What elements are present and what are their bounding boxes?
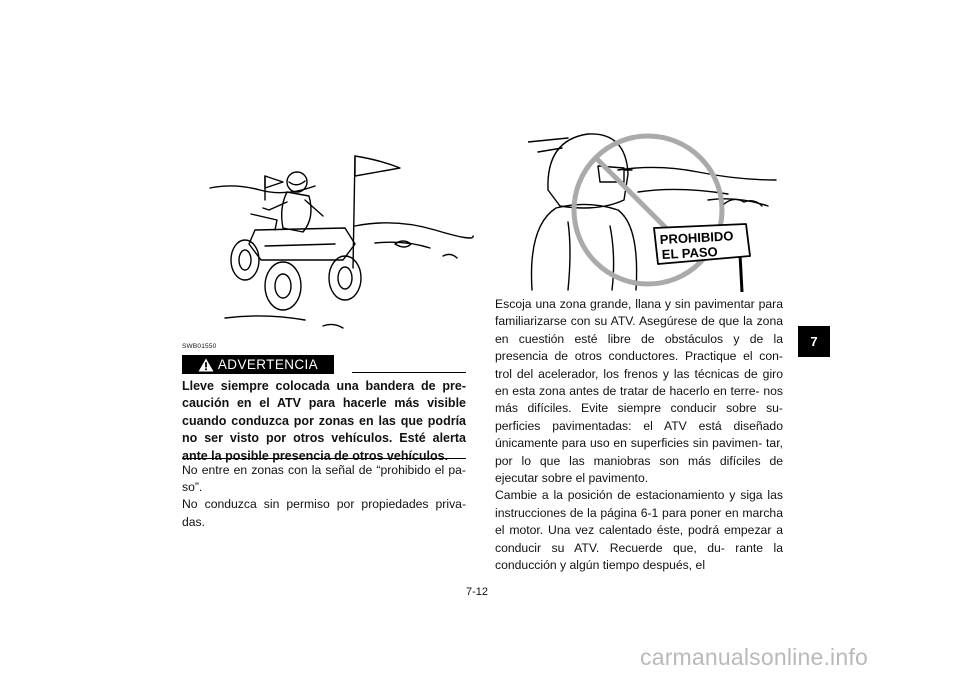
left-paragraph-2: No conduzca sin permiso por propiedades priva- das. [182, 497, 466, 529]
left-paragraph-1: No entre en zonas con la señal de “prohibido el pa- so”. [182, 463, 466, 495]
warning-code: SWB01550 [182, 343, 217, 350]
warning-rule-bottom [182, 458, 466, 459]
warning-triangle-icon [198, 358, 214, 372]
page-number: 7-12 [466, 586, 489, 598]
chapter-tab: 7 [798, 326, 830, 357]
sign-line-1: PROHIBIDO [659, 228, 734, 248]
warning-rule-top [352, 372, 466, 373]
left-body-text [182, 462, 466, 531]
no-trespassing-illustration [528, 130, 778, 292]
warning-label: ADVERTENCIA [217, 357, 319, 372]
right-paragraph-1: Escoja una zona grande, llana y sin pavimentar para familiarizarse con su ATV. Asegúrese de que la zona en cuestión esté libre de obstáculos y de la presencia de otros conductores. Practique el con- trol del acelerador, los frenos y las técnicas de giro en esta zona antes de tratar de hacerlo en terre- nos más difíciles. Evite siempre conducir sobre su- perficies pavimentadas: el ATV está diseñado únicamente para uso en superficies sin pavimen- tar, por lo que las maniobras son más difíciles de ejecutar sobre el pavimento. [495, 297, 783, 486]
warning-text: Lleve siempre colocada una bandera de pre- caución en el ATV para hacerle más visible cuando conduzca por zonas en las que podría no ser visto por otros vehículos. Esté alerta ante la posible presencia de otros vehículos. [182, 379, 466, 463]
right-body-text [495, 296, 783, 575]
sign-line-2: EL PASO [661, 244, 719, 262]
site-watermark: carmanualsonline.info [640, 644, 868, 670]
right-paragraph-2: Cambie a la posición de estacionamiento y siga las instrucciones de la página 6-1 para poner en marcha el motor. Una vez calentado éste, podrá empezar a conducir su ATV. Recuerde que, du- rante la conducción y algún tiempo después, el [495, 488, 783, 573]
warning-badge [182, 355, 334, 374]
atv-rider-with-flag-illustration [205, 148, 475, 336]
warning-header [182, 355, 466, 375]
